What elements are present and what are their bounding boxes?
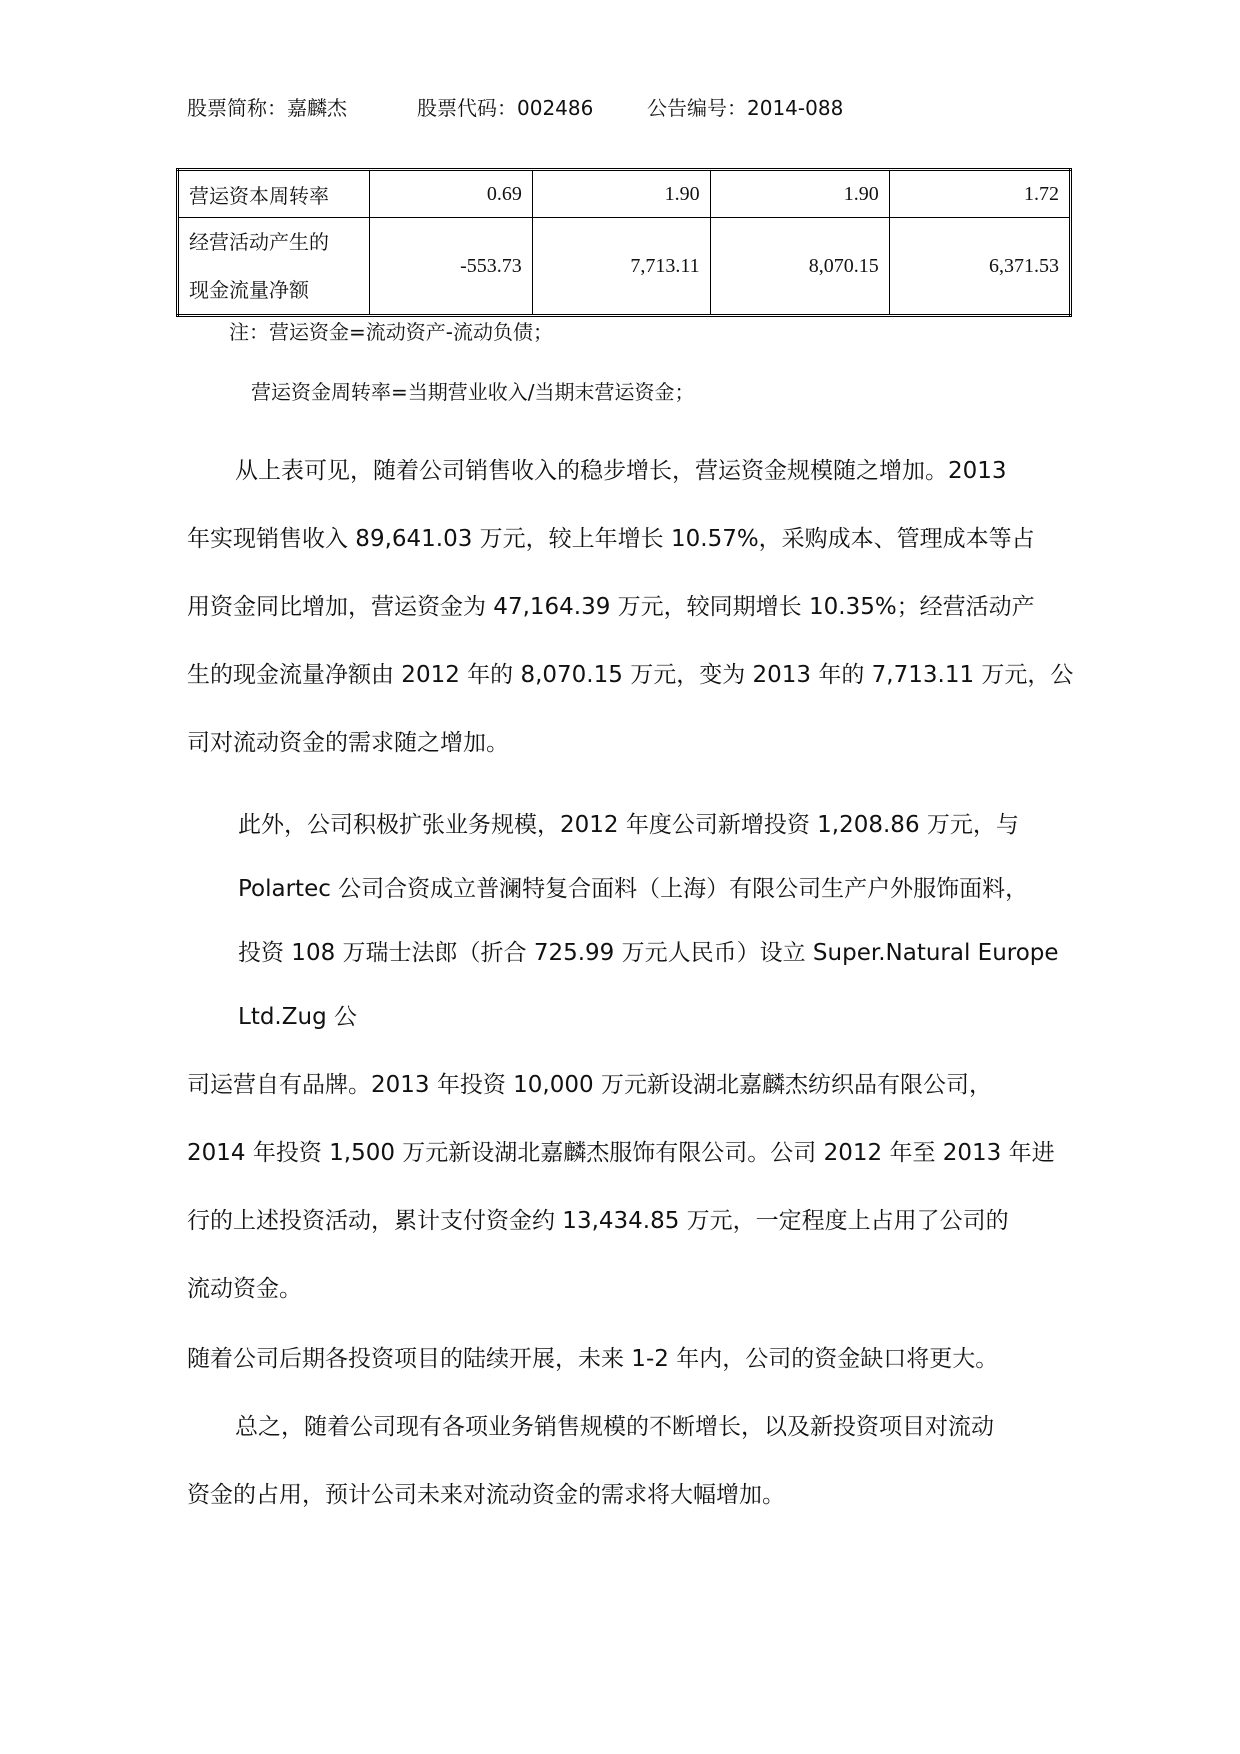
row-label: 营运资本周转率	[178, 170, 370, 218]
paragraph-3: 随着公司后期各投资项目的陆续开展，未来 1-2 年内，公司的资金缺口将更大。	[187, 1346, 999, 1372]
text-line: 生的现金流量净额由 2012 年的 8,070.15 万元，变为 2013 年的 7,713.11 万元，公	[187, 662, 1074, 688]
financial-table	[176, 168, 1072, 317]
text-line: 司对流动资金的需求随之增加。	[187, 730, 509, 756]
table-cell: -553.73	[370, 218, 533, 316]
table-cell: 6,371.53	[889, 218, 1070, 316]
text-line: 资金的占用，预计公司未来对流动资金的需求将大幅增加。	[187, 1482, 785, 1508]
row-label-line: 经营活动产生的	[189, 230, 329, 254]
text-line: 此外，公司积极扩张业务规模，2012 年度公司新增投资 1,208.86 万元，与	[238, 812, 1019, 838]
text-line: Ltd.Zug 公	[238, 1004, 357, 1030]
text-line: 总之，随着公司现有各项业务销售规模的不断增长，以及新投资项目对流动	[235, 1414, 994, 1440]
stock-name: 股票简称：嘉麟杰	[187, 96, 347, 120]
text-line: 从上表可见，随着公司销售收入的稳步增长，营运资金规模随之增加。2013	[235, 458, 1007, 484]
text-line: 司运营自有品牌。2013 年投资 10,000 万元新设湖北嘉麟杰纺织品有限公司，	[187, 1072, 992, 1098]
table-cell: 8,070.15	[710, 218, 889, 316]
text-line: Polartec 公司合资成立普澜特复合面料（上海）有限公司生产户外服饰面料，	[238, 876, 1029, 902]
text-line: 年实现销售收入 89,641.03 万元，较上年增长 10.57%，采购成本、管理成本等占	[187, 526, 1035, 552]
table-row	[178, 218, 1071, 316]
row-label-line: 现金流量净额	[189, 278, 309, 302]
text-line: 用资金同比增加，营运资金为 47,164.39 万元，较同期增长 10.35%；经营活动产	[187, 594, 1035, 620]
table-cell: 0.69	[370, 170, 533, 218]
text-line: 2014 年投资 1,500 万元新设湖北嘉麟杰服饰有限公司。公司 2012 年至 2013 年进	[187, 1140, 1055, 1166]
table-row	[178, 170, 1071, 218]
row-label	[178, 218, 370, 316]
text-line: 投资 108 万瑞士法郎（折合 725.99 万元人民币）设立 Super.Natural Europe	[238, 940, 1059, 966]
table-note-1: 注：营运资金=流动资产-流动负债；	[229, 320, 553, 344]
table-cell: 1.90	[710, 170, 889, 218]
table-cell: 1.90	[532, 170, 710, 218]
table-note-2: 营运资金周转率=当期营业收入/当期末营运资金；	[251, 380, 695, 404]
stock-code: 股票代码：002486	[417, 96, 594, 120]
table-cell: 7,713.11	[532, 218, 710, 316]
text-line: 流动资金。	[187, 1276, 302, 1302]
text-line: 行的上述投资活动，累计支付资金约 13,434.85 万元，一定程度上占用了公司的	[187, 1208, 1009, 1234]
table-cell: 1.72	[889, 170, 1070, 218]
notice-number: 公告编号：2014-088	[647, 96, 844, 120]
document-header	[187, 92, 843, 121]
